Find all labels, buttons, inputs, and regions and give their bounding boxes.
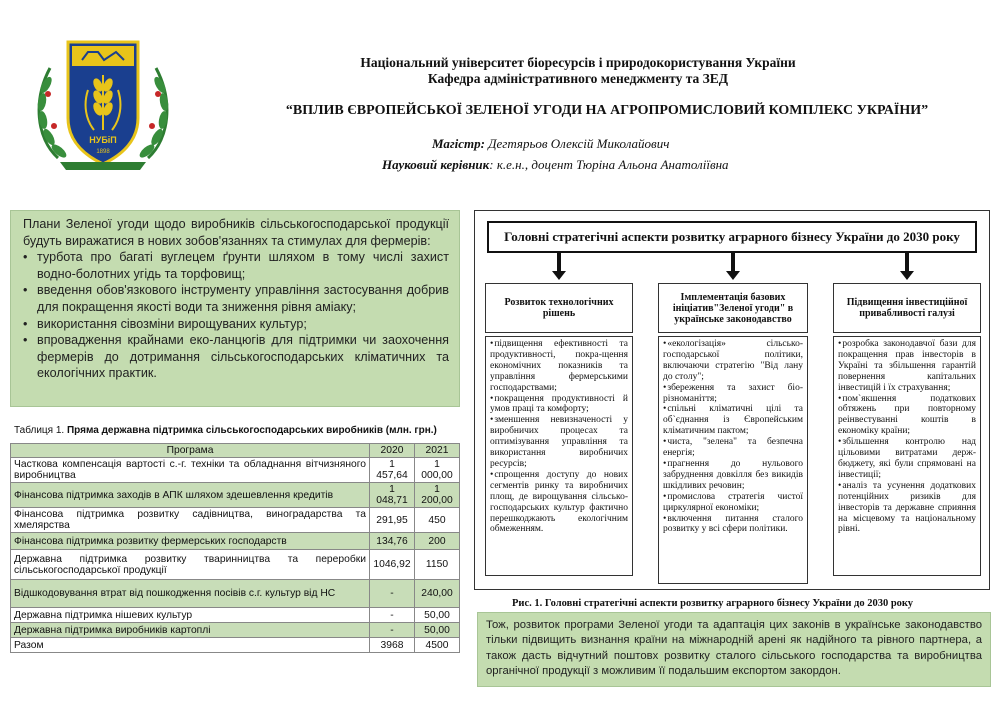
table-cell: - [370, 580, 415, 608]
table-header: Програма [11, 444, 370, 458]
column-item: • збереження та захист біо-різноманіття; [663, 383, 803, 405]
crest-year: 1898 [96, 149, 110, 155]
supervisor-line [382, 157, 729, 173]
crest-text: НУБіП [89, 135, 117, 145]
column-item: • збільшення контролю над цільовими витратами держ-бюджету, які були спрямовані на інвестиції; [838, 437, 976, 481]
table-header: 2020 [370, 444, 415, 458]
table-cell: 1150 [415, 550, 460, 580]
table-cell: Державна підтримка виробників картоплі [11, 623, 370, 638]
column-item: • аналіз та усунення додаткових потенційних ризиків для інвесторів та державне сприяння на місцевому та національному рівні. [838, 481, 976, 536]
table-cell: 240,00 [415, 580, 460, 608]
table-row [11, 580, 460, 608]
table-cell: 3968 [370, 638, 415, 653]
master-name: Дегтярьов Олексій Миколайович [488, 136, 670, 151]
intro-bullet: • використання сівозміни вирощуваних культур; [23, 316, 449, 333]
column-body [658, 336, 808, 584]
table-cell: Державна підтримка нішевих культур [11, 608, 370, 623]
table-cell: 134,76 [370, 533, 415, 550]
table-cell: - [370, 623, 415, 638]
table-row [11, 458, 460, 483]
strategy-diagram [474, 210, 990, 590]
table-cell: Фінансова підтримка розвитку фермерських господарств [11, 533, 370, 550]
column-heading: Імплементація базових ініціатив"Зеленої угоди" в українське законодавство [658, 283, 808, 333]
column-body [833, 336, 981, 576]
table-caption [14, 425, 437, 436]
table-cell: Часткова компенсація вартості с.-г. техніки та обладнання вітчизняного виробництва [11, 458, 370, 483]
table-cell: 1 200,00 [415, 483, 460, 508]
column-item: • розробка законодавчої бази для покращення прав інвесторів в Україні та збільшення гарантій повернення капітальних інвестицій і їх страхування; [838, 339, 976, 394]
table-header: 2021 [415, 444, 460, 458]
table-cell: 4500 [415, 638, 460, 653]
table-cell: 450 [415, 508, 460, 533]
table-cell: 1 000,00 [415, 458, 460, 483]
column-item: • промислова стратегія чистої циркулярної економіки; [663, 492, 803, 514]
master-line [432, 136, 669, 152]
department-name: Кафедра адміністративного менеджменту та ЗЕД [427, 71, 729, 86]
conclusion-box: Тож, розвиток програми Зеленої угоди та адаптація цих законів в українське законодавство тільки підвищить визнання країни на міжнародній арені як надійного та рівного партнера, а також дасть відчутний поштовх розвитку сталого сільського господарства та виробництва органічної продукції з можливим її подальшим експортом закордон. [477, 612, 991, 687]
table-row [11, 623, 460, 638]
table-caption-prefix: Таблиця 1. [14, 425, 65, 436]
column-item: • чиста, "зелена" та безпечна енергія; [663, 437, 803, 459]
figure-caption: Рис. 1. Головні стратегічні аспекти розвитку аграрного бізнесу України до 2030 року [512, 598, 914, 609]
arrow-down-icon [905, 253, 909, 273]
support-table [10, 443, 460, 653]
table-caption-text: Пряма державна підтримка сільськогосподарських виробників (млн. грн.) [64, 425, 437, 436]
intro-bullet: • впровадження крайнами еко-ланцюгів для підтримки чи заохочення фермерів до дотримання сільськогосподарських кліматичних та екологічних практик. [23, 332, 449, 382]
supervisor-label: Науковий керівник [382, 157, 490, 172]
master-label: Магістр: [432, 136, 485, 151]
poster-title: “ВПЛИВ ЄВРОПЕЙСЬКОЇ ЗЕЛЕНОЇ УГОДИ НА АГРОПРОМИСЛОВИЙ КОМПЛЕКС УКРАЇНИ” [285, 103, 929, 118]
column-item: • зменшення невизначеності у виробничих процесах та оптимізування управління та використання виробничих ресурсів; [490, 415, 628, 470]
table-cell: 200 [415, 533, 460, 550]
intro-box [10, 210, 460, 407]
table-cell: Державна підтримка розвитку тваринництва та переробки сільськогосподарської продукції [11, 550, 370, 580]
diagram-title: Головні стратегічні аспекти розвитку аграрного бізнесу України до 2030 року [487, 221, 977, 253]
table-total-row [11, 638, 460, 653]
supervisor-name: : к.е.н., доцент Тюріна Альона Анатоліївна [489, 157, 729, 172]
table-cell: 50,00 [415, 623, 460, 638]
table-cell: Фінансова підтримка заходів в АПК шляхом здешевлення кредитів [11, 483, 370, 508]
table-cell: 1046,92 [370, 550, 415, 580]
table-cell: Разом [11, 638, 370, 653]
column-item: • «екологізація» сільсько-господарської політики, включаючи стратегію "Від лану до столу"; [663, 339, 803, 383]
intro-bullet: • введення обов'язкового інструменту управління застосування добрив для покращення якості води та зниження рівня аміаку; [23, 282, 449, 315]
table-cell: - [370, 608, 415, 623]
table-row [11, 550, 460, 580]
arrow-down-icon [557, 253, 561, 273]
table-row [11, 608, 460, 623]
column-item: • прагнення до нульового забруднення довкілля без викидів шкідливих речовин; [663, 459, 803, 492]
table-cell: 1 048,71 [370, 483, 415, 508]
column-item: • пом`якшення податкових обтяжень при повторному реінвестуванні коштів в економіку країни; [838, 394, 976, 438]
table-row [11, 508, 460, 533]
table-cell: 1 457,64 [370, 458, 415, 483]
column-heading: Підвищення інвестиційної привабливості галузі [833, 283, 981, 333]
university-name: Національний університет біоресурсів і природокористування України [360, 55, 796, 70]
column-item: • включення питання сталого розвитку у всі сфери політики. [663, 514, 803, 536]
table-row [11, 483, 460, 508]
column-item: • спільні кліматичні цілі та об`єднання із Європейським кліматичним пактом; [663, 404, 803, 437]
column-item: • підвищення ефективності та продуктивності, покра-щення економічних показників та управління фермерськими господарствами; [490, 339, 628, 394]
arrow-down-icon [731, 253, 735, 273]
table-cell: 291,95 [370, 508, 415, 533]
university-crest-logo [28, 30, 178, 180]
table-cell: Фінансова підтримка розвитку садівництва, виноградарства та хмелярства [11, 508, 370, 533]
column-heading: Розвиток технологічних рішень [485, 283, 633, 333]
table-header-row [11, 444, 460, 458]
intro-lead: Плани Зеленої угоди щодо виробників сільськогосподарської продукції будуть виражатися в нових зобов'язаннях та стимулах для фермерів: [23, 217, 449, 248]
column-item: • спрощення доступу до нових сегментів ринку та виробничих площ, де вирощування сільсько-господарських культур фактично перешкоджають екологічним обмеженням. [490, 470, 628, 535]
table-row [11, 533, 460, 550]
column-body [485, 336, 633, 576]
column-item: • покращення продуктивності й умов праці та комфорту; [490, 394, 628, 416]
intro-list [23, 249, 449, 382]
table-cell: Відшкодовування втрат від пошкодження посівів с.г. культур від НС [11, 580, 370, 608]
intro-bullet: • турбота про багаті вуглецем ґрунти шляхом в тому числі захист водно-болотних угідь та торфовищ; [23, 249, 449, 282]
table-cell: 50,00 [415, 608, 460, 623]
